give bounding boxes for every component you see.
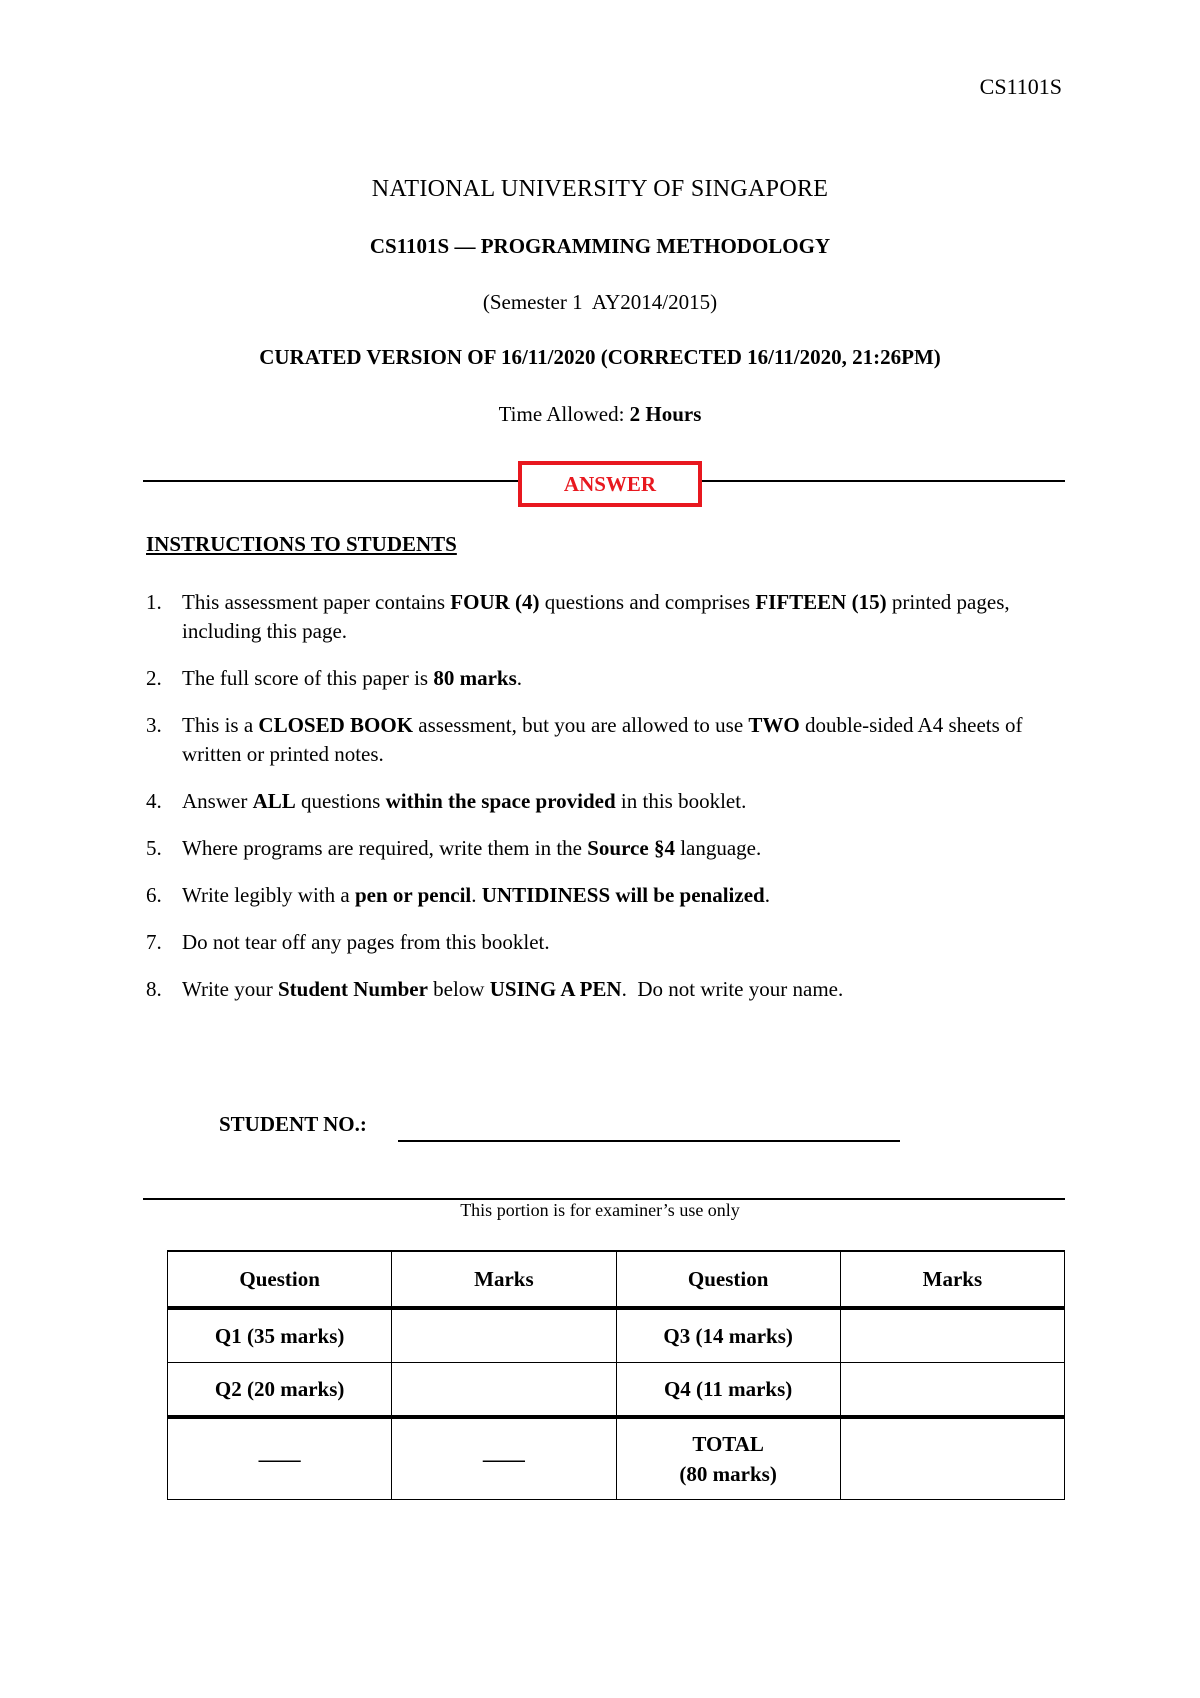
total-label-cell (616, 1417, 840, 1500)
instruction-text (182, 930, 550, 954)
instruction-run: in this booklet. (615, 789, 747, 813)
instruction-emphasis: within the space provided (385, 789, 616, 813)
course-title: CS1101S — PROGRAMMING METHODOLOGY (369, 234, 831, 258)
page-header-code: CS1101S (979, 74, 1062, 99)
instruction-number: 3. (146, 713, 162, 737)
instruction-item (146, 881, 1066, 910)
instruction-emphasis: pen or pencil (354, 883, 472, 907)
curated-version-line: CURATED VERSION OF 16/11/2020 (CORRECTED 16/11/2020, 21:26PM) (259, 345, 941, 369)
instruction-run: below (427, 977, 490, 1001)
instruction-item (146, 975, 1066, 1004)
instructions-title: INSTRUCTIONS TO STUDENTS (146, 532, 457, 556)
instruction-item (146, 787, 1066, 816)
time-allowed (0, 402, 1200, 427)
instruction-number: 5. (146, 836, 162, 860)
instruction-item (146, 834, 1066, 863)
instruction-text (182, 789, 746, 813)
instruction-run: assessment, but you are allowed to use (413, 713, 749, 737)
table-row (168, 1308, 1065, 1363)
question-cell: Q3 (14 marks) (616, 1308, 840, 1363)
total-marks-cell[interactable] (840, 1417, 1064, 1500)
instruction-item (146, 711, 1066, 769)
instruction-run: printed pages, including this page. (182, 590, 1015, 643)
instruction-item (146, 928, 1066, 957)
instruction-run: . (471, 883, 482, 907)
instruction-text (182, 883, 770, 907)
header-marks-1: Marks (392, 1251, 616, 1308)
answer-stamp (518, 461, 702, 507)
marks-table (167, 1250, 1065, 1500)
instruction-emphasis: FOUR (4) (450, 590, 540, 614)
instruction-text (182, 666, 522, 690)
instruction-run: The full score of this paper is (182, 666, 434, 690)
instruction-emphasis: FIFTEEN (15) (755, 590, 887, 614)
instruction-number: 1. (146, 590, 162, 614)
instruction-run: language. (674, 836, 762, 860)
time-allowed-value: 2 Hours (629, 402, 702, 426)
instruction-number: 6. (146, 883, 162, 907)
instruction-run: Write your (182, 977, 278, 1001)
question-cell: Q4 (11 marks) (616, 1363, 840, 1418)
total-row-dash-1: —— (168, 1417, 392, 1500)
instruction-run: Where programs are required, write them in the (182, 836, 588, 860)
instruction-text (182, 977, 843, 1001)
instruction-run: . (516, 666, 523, 690)
marks-cell[interactable] (392, 1308, 616, 1363)
instruction-run: double-sided A4 sheets of written or printed notes. (182, 713, 1028, 766)
header-question-2: Question (616, 1251, 840, 1308)
university-name: NATIONAL UNIVERSITY OF SINGAPORE (371, 176, 829, 202)
instruction-emphasis: Source §4 (587, 836, 675, 860)
question-cell: Q1 (35 marks) (168, 1308, 392, 1363)
examiner-note: This portion is for examiner’s use only (460, 1200, 740, 1220)
marks-cell[interactable] (392, 1363, 616, 1418)
question-cell: Q2 (20 marks) (168, 1363, 392, 1418)
time-allowed-label: Time Allowed: (498, 402, 630, 426)
instruction-emphasis: UNTIDINESS will be penalized (481, 883, 765, 907)
marks-cell[interactable] (840, 1308, 1064, 1363)
instruction-number: 7. (146, 930, 162, 954)
marks-cell[interactable] (840, 1363, 1064, 1418)
instruction-run: Answer (182, 789, 253, 813)
table-row (168, 1363, 1065, 1418)
total-marks-label: (80 marks) (679, 1462, 777, 1486)
instruction-item (146, 664, 1066, 693)
instruction-emphasis: ALL (252, 789, 296, 813)
instructions-list (146, 588, 1066, 1022)
marks-table-header-row (168, 1251, 1065, 1308)
instruction-number: 8. (146, 977, 162, 1001)
student-number-field[interactable] (398, 1140, 900, 1142)
instruction-run: questions and comprises (539, 590, 756, 614)
instruction-emphasis: USING A PEN (489, 977, 622, 1001)
instruction-emphasis: CLOSED BOOK (258, 713, 414, 737)
total-row-dash-2: —— (392, 1417, 616, 1500)
instruction-text (182, 713, 1028, 766)
instruction-run: . Do not write your name. (621, 977, 844, 1001)
instruction-item (146, 588, 1066, 646)
total-row (168, 1417, 1065, 1500)
semester-line: (Semester 1 AY2014/2015) (482, 290, 718, 314)
instruction-text (182, 590, 1015, 643)
instruction-emphasis: TWO (748, 713, 800, 737)
header-marks-2: Marks (840, 1251, 1064, 1308)
instruction-emphasis: Student Number (277, 977, 428, 1001)
instruction-run: . (764, 883, 770, 907)
instruction-run: This assessment paper contains (182, 590, 451, 614)
instruction-number: 4. (146, 789, 162, 813)
instruction-run: This is a (182, 713, 259, 737)
header-question-1: Question (168, 1251, 392, 1308)
instruction-run: Write legibly with a (182, 883, 355, 907)
instruction-number: 2. (146, 666, 162, 690)
student-number-label: STUDENT NO.: (219, 1112, 367, 1136)
instruction-run: questions (295, 789, 386, 813)
instruction-text (182, 836, 761, 860)
instruction-emphasis: 80 marks (433, 666, 517, 690)
instruction-run: Do not tear off any pages from this booklet. (182, 930, 550, 954)
total-label: TOTAL (692, 1432, 764, 1456)
answer-label: ANSWER (563, 471, 657, 496)
